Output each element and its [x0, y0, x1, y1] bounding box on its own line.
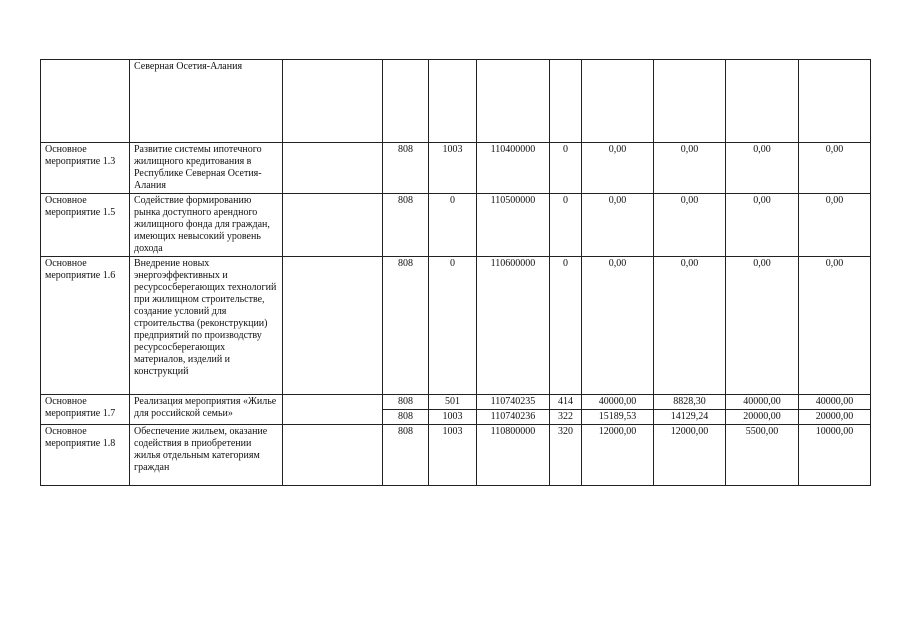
vr-cell: 0	[550, 194, 582, 257]
vr-cell: 320	[550, 425, 582, 486]
budget-table	[40, 59, 871, 486]
value-cell: 12000,00	[654, 425, 726, 486]
grbs-cell: 808	[383, 257, 429, 395]
csr-cell: 110740236	[477, 410, 550, 425]
value-cell: 8828,30	[654, 395, 726, 410]
csr-cell: 110600000	[477, 257, 550, 395]
measure-cell: Основное мероприятие 1.6	[41, 257, 130, 395]
value-cell: 0,00	[726, 194, 799, 257]
value-cell: 5500,00	[726, 425, 799, 486]
value-cell: 0,00	[582, 194, 654, 257]
csr-cell: 110740235	[477, 395, 550, 410]
name-cell: Внедрение новых энергоэффективных и ресурсосберегающих технологий при жилищном строительстве, создание условий для строительства (реконструкции) предприятий по производству ресурсосберегающих материалов, изделий и конструкций	[130, 257, 283, 395]
value-cell: 10000,00	[799, 425, 871, 486]
grbs-cell: 808	[383, 395, 429, 410]
name-cell: Северная Осетия-Алания	[130, 60, 283, 143]
measure-cell: Основное мероприятие 1.5	[41, 194, 130, 257]
executor-cell	[283, 143, 383, 194]
value-cell: 0,00	[799, 143, 871, 194]
table-row	[41, 257, 871, 395]
name-cell: Содействие формированию рынка доступного арендного жилищного фонда для граждан, имеющих невысокий уровень дохода	[130, 194, 283, 257]
value-cell: 0,00	[654, 143, 726, 194]
table-row	[41, 143, 871, 194]
value-cell	[654, 60, 726, 143]
name-cell: Развитие системы ипотечного жилищного кредитования в Республике Северная Осетия-Алания	[130, 143, 283, 194]
value-cell: 12000,00	[582, 425, 654, 486]
vr-cell: 0	[550, 257, 582, 395]
value-cell: 0,00	[582, 143, 654, 194]
vr-cell: 414	[550, 395, 582, 410]
measure-cell: Основное мероприятие 1.7	[41, 395, 130, 425]
csr-cell	[477, 60, 550, 143]
grbs-cell: 808	[383, 143, 429, 194]
value-cell: 0,00	[799, 257, 871, 395]
value-cell: 0,00	[799, 194, 871, 257]
value-cell: 0,00	[582, 257, 654, 395]
csr-cell: 110500000	[477, 194, 550, 257]
table-row	[41, 395, 871, 410]
value-cell: 40000,00	[726, 395, 799, 410]
executor-cell	[283, 257, 383, 395]
table-row	[41, 425, 871, 486]
name-cell: Обеспечение жильем, оказание содействия в приобретении жилья отдельным категориям граждан	[130, 425, 283, 486]
executor-cell	[283, 194, 383, 257]
value-cell	[726, 60, 799, 143]
csr-cell: 110800000	[477, 425, 550, 486]
executor-cell	[283, 425, 383, 486]
vr-cell	[550, 60, 582, 143]
grbs-cell: 808	[383, 410, 429, 425]
rzpr-cell	[429, 60, 477, 143]
rzpr-cell: 0	[429, 194, 477, 257]
measure-cell	[41, 60, 130, 143]
executor-cell	[283, 395, 383, 425]
rzpr-cell: 0	[429, 257, 477, 395]
value-cell	[582, 60, 654, 143]
value-cell: 20000,00	[799, 410, 871, 425]
value-cell: 14129,24	[654, 410, 726, 425]
vr-cell: 322	[550, 410, 582, 425]
value-cell: 0,00	[654, 257, 726, 395]
rzpr-cell: 1003	[429, 143, 477, 194]
grbs-cell: 808	[383, 194, 429, 257]
value-cell: 15189,53	[582, 410, 654, 425]
value-cell	[799, 60, 871, 143]
value-cell: 0,00	[726, 257, 799, 395]
table-row	[41, 194, 871, 257]
rzpr-cell: 501	[429, 395, 477, 410]
vr-cell: 0	[550, 143, 582, 194]
measure-cell: Основное мероприятие 1.3	[41, 143, 130, 194]
value-cell: 40000,00	[582, 395, 654, 410]
grbs-cell	[383, 60, 429, 143]
value-cell: 20000,00	[726, 410, 799, 425]
value-cell: 40000,00	[799, 395, 871, 410]
grbs-cell: 808	[383, 425, 429, 486]
rzpr-cell: 1003	[429, 425, 477, 486]
value-cell: 0,00	[726, 143, 799, 194]
rzpr-cell: 1003	[429, 410, 477, 425]
csr-cell: 110400000	[477, 143, 550, 194]
measure-cell: Основное мероприятие 1.8	[41, 425, 130, 486]
executor-cell	[283, 60, 383, 143]
name-cell: Реализация мероприятия «Жилье для российской семьи»	[130, 395, 283, 425]
value-cell: 0,00	[654, 194, 726, 257]
table-row	[41, 60, 871, 143]
